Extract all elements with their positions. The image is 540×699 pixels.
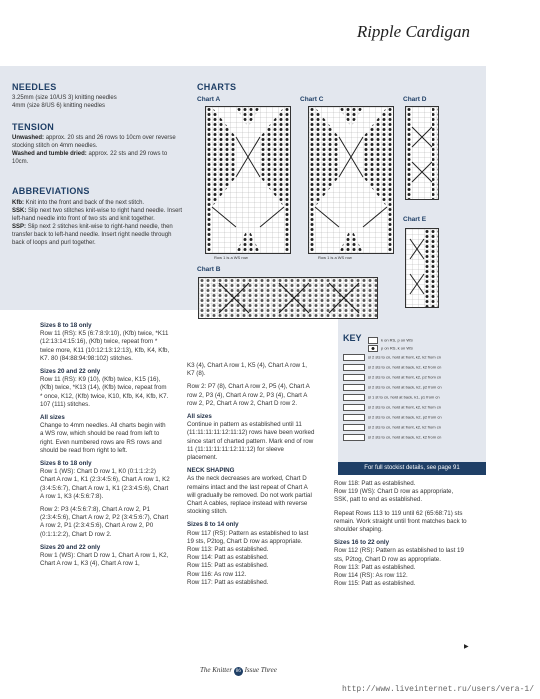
size-heading: All sizes <box>187 413 212 421</box>
abbreviations-heading: ABBREVIATIONS <box>12 186 90 196</box>
size-heading: Sizes 20 and 22 only <box>40 368 101 376</box>
pattern-column-1 <box>40 322 170 568</box>
tension-text <box>12 134 182 166</box>
chart-c-svg <box>309 107 393 253</box>
instruction-para: Row 11 (RS): K9 (10), (Kfb) twice, K15 (16), (Kfb) twice, *K13 (14), (Kfb) twice, repeat from * once, K12, (Kfb) twice, K10, Kfb, K4, Kfb, K7. 107 (111) stitches. <box>40 376 169 408</box>
tension-washed-label: Washed and tumble dried: <box>12 151 87 157</box>
row-line: Row 118: Patt as established. <box>334 480 416 487</box>
row-line: Row 113: Patt as established. <box>187 546 269 554</box>
cable-symbol-icon <box>343 364 365 371</box>
chart-c-note: Row 1 is a WS row <box>318 255 352 260</box>
key-row-text: sl 2 sts to cn, hold at front, k2, k2 from cn <box>368 424 441 430</box>
chart-b-svg <box>199 278 377 318</box>
key-row-1 <box>368 337 413 344</box>
size-heading: Sizes 8 to 18 only <box>40 460 92 468</box>
instruction-para: Row 1 (WS): Chart D row 1, Chart A row 1, K2, Chart A row 1, K3 (4), Chart A row 1, <box>40 552 169 568</box>
continue-arrow-icon: ▶ <box>464 644 469 650</box>
instruction-para: As the neck decreases are worked, Chart D remains intact and the last repeat of Chart A will gradually be removed. Do not work partial Chart A cables, replace instead with reverse stocking stitch. <box>187 475 312 516</box>
key-row-text: sl 2 sts to cn, hold at back, k2, p2 from cn <box>368 414 442 420</box>
needles-line-1: 3.25mm (size 10/US 3) knitting needles <box>12 95 117 101</box>
page-number: 86 <box>235 669 241 674</box>
issue-label: Issue Three <box>244 666 277 674</box>
cable-symbol-icon <box>343 374 365 381</box>
chart-b-label: Chart B <box>197 266 221 273</box>
chart-d-grid <box>405 106 439 200</box>
key-row-10 <box>343 424 441 431</box>
pattern-column-2 <box>187 362 315 587</box>
abbr-term: SSP: <box>12 224 27 230</box>
size-heading: Sizes 20 and 22 only <box>40 543 101 551</box>
chart-d-svg <box>406 107 438 199</box>
knit-symbol-icon <box>368 337 378 344</box>
section-heading: NECK SHAPING <box>187 467 235 475</box>
page-footer <box>200 666 277 676</box>
instruction-para: Row 119 (WS): Chart D row as appropriate, SSK, patt to end as established. <box>334 488 454 504</box>
abbr-desc: Slip next 2 stitches knit-wise to right-hand needle, then transfer back to left-hand needle. Insert right needle through back of loops and purl together. <box>12 224 173 246</box>
row-line: Row 114: Patt as established. <box>187 554 269 562</box>
chart-a-grid <box>205 106 291 254</box>
key-row-4 <box>343 364 441 371</box>
row-line: Row 114 (RS): As row 112. <box>334 572 408 580</box>
magazine-name: The Knitter <box>200 666 233 674</box>
cable-symbol-icon <box>343 384 365 391</box>
row-line: Row 115: Patt as established. <box>334 580 416 588</box>
pattern-column-3 <box>334 480 469 588</box>
instruction-para: Row 117 (RS): Pattern as established to last 19 sts, P2tog, Chart D row as appropriate. <box>187 529 309 545</box>
purl-symbol-icon <box>368 345 378 352</box>
chart-d-label: Chart D <box>403 96 427 103</box>
size-heading: Sizes 8 to 18 only <box>40 322 92 329</box>
tension-unwashed-label: Unwashed: <box>12 135 45 141</box>
chart-e-grid <box>405 228 439 308</box>
key-row-text: sl 2 sts to cn, hold at front, k2, k2 from cn <box>368 354 441 360</box>
key-row-9 <box>343 414 442 421</box>
tension-washed-text: approx. 22 sts and 29 rows to 10cm. <box>12 151 168 165</box>
stockist-banner: For full stockist details, see page 91 <box>338 462 486 475</box>
abbr-term: SSK: <box>12 208 27 214</box>
abbr-ssk <box>12 207 184 223</box>
instruction-para: Continue in pattern as established until 11 (11:11:11:11:12:11:12) rows have been worked since start of charted pattern. Mark end of row 11 (11:11:11:11:12:11:12) for sleeve placement. <box>187 421 315 462</box>
instruction-para: Row 2: P7 (8), Chart A row 2, P5 (4), Chart A row 2, P3 (4), Chart A row 2, P3 (4), Chart A row 2, P2, Chart A row 2, Chart D row 2. <box>187 383 310 407</box>
key-row-text: sl 2 sts to cn, hold at back, k2, k2 from cn <box>368 434 442 440</box>
key-row-7 <box>343 394 440 401</box>
page-title: Ripple Cardigan <box>356 22 470 41</box>
key-row-6 <box>343 384 442 391</box>
tension-unwashed-text: approx. 20 sts and 26 rows to 10cm over reverse stocking stitch on 4mm needles. <box>12 135 176 149</box>
cable-symbol-icon <box>343 394 365 401</box>
chart-a-svg <box>206 107 290 253</box>
tension-heading: TENSION <box>12 122 55 132</box>
row-line: Row 115: Patt as established. <box>187 562 269 570</box>
key-row-text: k on RS, p on WS <box>381 337 413 343</box>
instruction-para: K3 (4), Chart A row 1, K5 (4), Chart A row 1, K7 (8). <box>187 362 308 378</box>
row-line: Row 117: Patt as established. <box>187 578 269 586</box>
source-url[interactable]: http://www.liveinternet.ru/users/vera-1/ <box>341 685 534 694</box>
key-heading: KEY <box>343 333 362 343</box>
chart-a-note: Row 1 is a WS row <box>214 255 248 260</box>
chart-e-label: Chart E <box>403 216 427 223</box>
cable-symbol-icon <box>343 414 365 421</box>
needles-text <box>12 94 182 110</box>
instruction-para: Row 11 (RS): K5 (6:7:8:9:10), (Kfb) twice, *K11 (12:13:14:15:16), (Kfb) twice, repeat from * twice more, K11 (10:12:13:12:13), Kfb, K4, Kfb, K7. 80 (84:88:94:98:102) stitches. <box>40 330 170 362</box>
key-row-text: sl 2 sts to cn, hold at front, k2, k2 from cn <box>368 404 441 410</box>
chart-a-label: Chart A <box>197 96 221 103</box>
chart-c-grid <box>308 106 394 254</box>
instruction-para: Repeat Rows 113 to 119 until 62 (65:68:71) sts remain. Work straight until front matches back to shoulder shaping. <box>334 509 467 534</box>
abbr-desc: Slip next two stitches knit-wise to right hand needle. Insert left-hand needle into front of two sts and knit together. <box>12 208 183 222</box>
row-line: Row 116: As row 112. <box>187 570 247 578</box>
charts-heading: CHARTS <box>197 82 237 92</box>
key-row-text: p on RS, k on WS <box>381 345 413 351</box>
abbreviations-text <box>12 199 184 247</box>
key-row-5 <box>343 374 441 381</box>
key-row-text: sl 1 st to cn, hold at back, k1, p1 from cn <box>368 394 440 400</box>
size-heading: All sizes <box>40 414 65 422</box>
abbr-term: Kfb: <box>12 200 24 206</box>
cable-symbol-icon <box>343 434 365 441</box>
key-row-text: sl 2 sts to cn, hold at front, k2, p2 from cn <box>368 374 442 380</box>
key-row-11 <box>343 434 441 441</box>
instruction-para: Change to 4mm needles. All charts begin with a WS row, which should be read from left to right. Even numbered rows are RS rows and should be read from right to left. <box>40 422 166 454</box>
size-heading: Sizes 16 to 22 only <box>334 539 390 547</box>
abbr-desc: Knit into the front and back of the next stitch. <box>25 200 145 206</box>
instruction-para: Row 112 (RS): Pattern as established to last 19 sts, P2tog, Chart D row as appropriate. <box>334 547 464 563</box>
cable-symbol-icon <box>343 354 365 361</box>
chart-e-svg <box>406 229 438 307</box>
needles-heading: NEEDLES <box>12 82 57 92</box>
key-row-text: sl 2 sts to cn, hold at back, k2, k2 from cn <box>368 364 442 370</box>
size-heading: Sizes 8 to 14 only <box>187 521 239 529</box>
chart-c-label: Chart C <box>300 96 324 103</box>
cable-symbol-icon <box>343 424 365 431</box>
abbr-ssp <box>12 223 184 247</box>
instruction-para: Row 2: P3 (4:5:6:7:8), Chart A row 2, P1 (2:3:4:5:6), Chart A row 2, P2 (3:4:5:6:7), Chart A row 2, P1 (2:3:4:5:6), Chart A row 2, P0 (0:1:1:2:2), Chart D row 2. <box>40 506 169 538</box>
key-row-3 <box>343 354 441 361</box>
key-row-text: sl 2 sts to cn, hold at back, k2, p2 from cn <box>368 384 442 390</box>
row-line: Row 113: Patt as established. <box>334 563 416 571</box>
abbr-kfb <box>12 199 184 207</box>
key-row-2 <box>368 345 413 352</box>
cable-symbol-icon <box>343 404 365 411</box>
instruction-para: Row 1 (WS): Chart D row 1, K0 (0:1:1:2:2) Chart A row 1, K1 (2:3:4:5:6), Chart A row 1, K2 (3:4:5:6:7), Chart A row 1, K1 (2:3:4:5:6), Chart A row 1, K3 (4:5:6:7:8). <box>40 468 170 500</box>
key-row-8 <box>343 404 441 411</box>
chart-b-grid <box>198 277 378 319</box>
needles-line-2: 4mm (size 8/US 6) knitting needles <box>12 103 106 109</box>
